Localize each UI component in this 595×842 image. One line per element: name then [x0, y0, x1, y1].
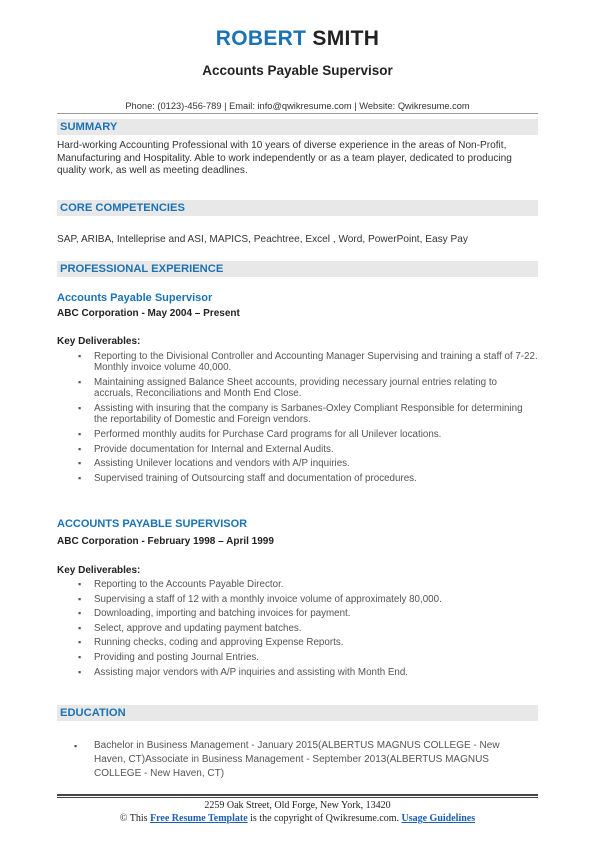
bullet-icon: ▪ [78, 622, 82, 633]
deliverable-text: Performed monthly audits for Purchase Card programs for all Unilever locations. [94, 429, 442, 440]
bullet-icon: ▪ [78, 666, 82, 677]
first-name: ROBERT [215, 27, 307, 50]
deliverable-text: Assisting major vendors with A/P inquiries and assisting with Month End. [94, 666, 409, 678]
deliverable-text: Reporting to the Accounts Payable Director. [94, 579, 284, 590]
job-1-company: ABC Corporation - May 2004 – Present [57, 308, 240, 319]
section-summary-heading: SUMMARY [57, 119, 538, 135]
bullet-icon: ▪ [78, 637, 82, 648]
deliverable-item [57, 429, 538, 440]
education-item [57, 739, 538, 781]
deliverable-text: Maintaining assigned Balance Sheet accounts, providing necessary journal entries relating to accruals, Reconciliations and Month End Close. [94, 377, 498, 400]
section-experience-heading: PROFESSIONAL EXPERIENCE [57, 261, 538, 277]
footer-divider [57, 794, 538, 796]
deliverable-item [57, 473, 538, 484]
deliverable-item [57, 579, 538, 590]
footer-divider-thin [57, 797, 538, 798]
job-2-company: ABC Corporation - February 1998 – April 1999 [57, 536, 274, 547]
deliverable-text: Assisting Unilever locations and vendors with A/P inquiries. [94, 458, 350, 470]
deliverable-text: Supervised training of Outsourcing staff and documentation of procedures. [94, 472, 417, 484]
section-education-heading: EDUCATION [57, 705, 538, 721]
deliverable-item [57, 444, 538, 455]
deliverable-item [57, 403, 538, 426]
deliverable-text: Assisting with insuring that the company is Sarbanes-Oxley Compliant Responsible for determining the reportability of Domestic and Foreign vendors. [94, 403, 523, 426]
core-competencies-text: SAP, ARIBA, Intelleprise and ASI, MAPICS, Peachtree, Excel , Word, PowerPoint, Easy Pay [57, 234, 468, 245]
deliverable-item [57, 458, 538, 469]
deliverable-item [57, 594, 538, 605]
section-core-heading: CORE COMPETENCIES [57, 200, 538, 216]
last-name: SMITH [312, 27, 380, 50]
bullet-icon: ▪ [78, 593, 82, 604]
bullet-icon: ▪ [74, 741, 78, 751]
deliverable-text: Running checks, coding and approving Expense Reports. [94, 637, 344, 649]
job-2-deliverables [57, 579, 538, 681]
bullet-icon: ▪ [78, 403, 82, 413]
bullet-icon: ▪ [78, 651, 82, 662]
bullet-icon: ▪ [78, 377, 82, 387]
bullet-icon: ▪ [78, 458, 82, 469]
bullet-icon: ▪ [78, 579, 82, 589]
job-1-title: Accounts Payable Supervisor [57, 292, 213, 304]
usage-guidelines-link[interactable]: Usage Guidelines [401, 813, 476, 824]
job-title: Accounts Payable Supervisor [202, 63, 393, 78]
deliverable-text: Supervising a staff of 12 with a monthly invoice volume of approximately 80,000. [94, 593, 442, 605]
deliverable-text: Providing and posting Journal Entries. [94, 651, 260, 663]
bullet-icon: ▪ [78, 351, 82, 361]
footer-prefix: © This [119, 813, 151, 824]
bullet-icon: ▪ [78, 443, 82, 454]
deliverable-item [57, 637, 538, 648]
candidate-name [0, 27, 595, 51]
job-1-key-label: Key Deliverables: [57, 336, 141, 347]
bullet-icon: ▪ [78, 429, 82, 439]
job-2-key-label: Key Deliverables: [57, 565, 141, 576]
contact-line: Phone: (0123)-456-789 | Email: info@qwikresume.com | Website: Qwikresume.com [125, 101, 470, 111]
deliverable-text: Reporting to the Divisional Controller and Accounting Manager Supervising and training a staff of 7-22. Monthly invoice volume 40,000. [94, 351, 538, 374]
footer-address: 2259 Oak Street, Old Forge, New York, 13420 [204, 800, 391, 811]
job-1-deliverables [57, 351, 538, 487]
deliverable-item [57, 377, 538, 400]
deliverable-item [57, 623, 538, 634]
deliverable-item [57, 667, 538, 678]
deliverable-item [57, 351, 538, 374]
deliverable-text: Select, approve and updating payment batches. [94, 622, 302, 634]
education-text: Bachelor in Business Management - January 2015(ALBERTUS MAGNUS COLLEGE - New Haven, CT)Associate in Business Management - September 2013(ALBERTUS MAGNUS COLLEGE - New Haven, CT) [94, 740, 500, 779]
deliverable-item [57, 608, 538, 619]
bullet-icon: ▪ [78, 608, 82, 619]
free-resume-template-link[interactable]: Free Resume Template [150, 813, 248, 824]
deliverable-text: Provide documentation for Internal and External Audits. [94, 443, 334, 455]
bullet-icon: ▪ [78, 472, 82, 483]
footer-copyright [0, 813, 595, 824]
header-divider [57, 113, 538, 114]
deliverable-text: Downloading, importing and batching invoices for payment. [94, 608, 351, 620]
summary-text: Hard-working Accounting Professional with 10 years of diverse experience in the areas of Non-Profit, Manufacturing and Hospitality. Able to work independently or as a team player, dedicated to producing quality work, as well as meeting deadlines. [57, 140, 512, 177]
job-2-title: ACCOUNTS PAYABLE SUPERVISOR [57, 518, 248, 530]
footer-middle: is the copyright of Qwikresume.com. [247, 813, 402, 824]
deliverable-item [57, 652, 538, 663]
